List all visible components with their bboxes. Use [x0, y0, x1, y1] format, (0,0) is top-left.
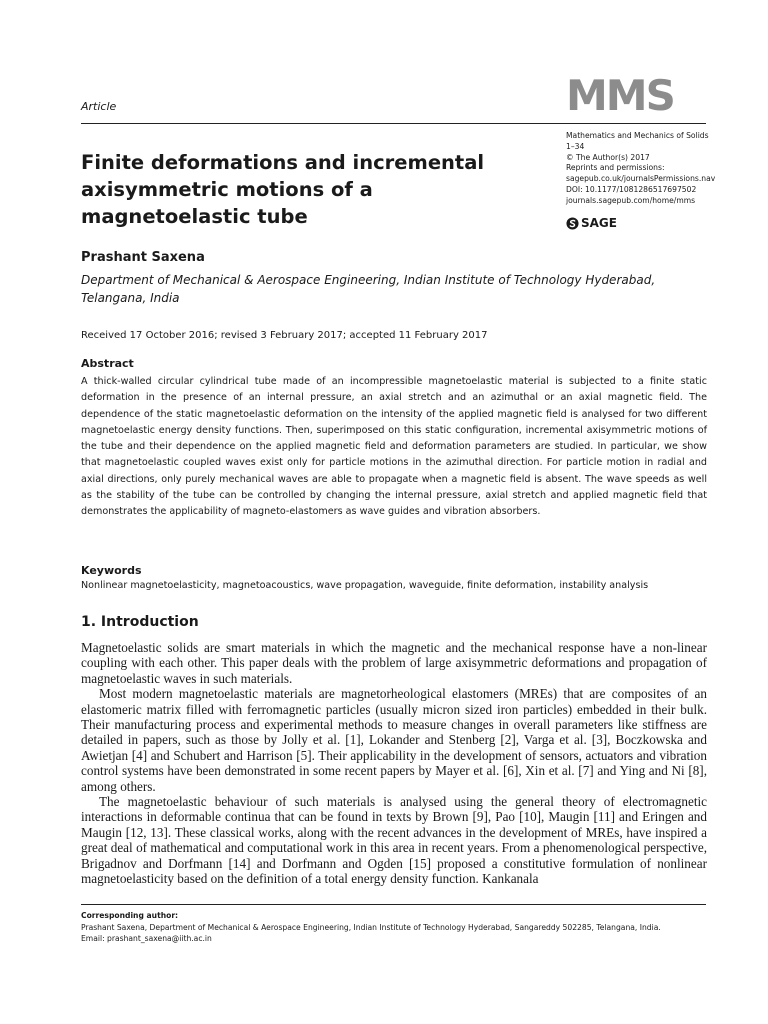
journal-logo	[566, 72, 692, 114]
reprints-label: Reprints and permissions:	[566, 163, 665, 173]
intro-paragraph: Magnetoelastic solids are smart materials in which the magnetic and the mechanical response have a non-linear coupling with each other. This paper deals with the problem of large axisymmetric deformations and propagation of magnetoelastic waves in such materials.	[81, 640, 707, 686]
abstract-text: A thick-walled circular cylindrical tube made of an incompressible magnetoelastic material is subjected to a finite static deformation in the presence of an internal pressure, an axial stretch and an azimuthal or an axial magnetic field. The dependence of the static magnetoelastic deformation on the intensity of the applied magnetic field is analysed for two different magnetoelastic energy density functions. Then, superimposed on this static configuration, incremental axisymmetric motions of the tube and their dependence on the applied magnetic field and deformation parameters are studied. In particular, we show that magnetoelastic coupled waves exist only for particle motions in the azimuthal direction. For particle motion in radial and axial directions, only purely mechanical waves are able to propagate when a magnetic field is absent. The wave speeds as well as the stability of the tube can be controlled by changing the internal pressure, axial stretch and applied magnetic field that demonstrates the applicability of magneto-elastomers as wave guides and vibration absorbers.	[81, 376, 707, 518]
article-type-label: Article	[81, 100, 117, 113]
journal-name: Mathematics and Mechanics of Solids	[566, 131, 709, 140]
submission-dates: Received 17 October 2016; revised 3 February 2017; accepted 11 February 2017	[81, 330, 488, 341]
author-name: Prashant Saxena	[81, 250, 205, 265]
footnote-email[interactable]: Email: prashant_saxena@iith.ac.in	[81, 934, 212, 943]
publisher-name: SAGE	[581, 216, 617, 230]
copyright: © The Author(s) 2017	[566, 152, 650, 162]
footnote-heading: Corresponding author:	[81, 911, 179, 920]
introduction-body	[81, 640, 707, 887]
corresponding-author-footnote	[81, 910, 721, 945]
intro-paragraph: The magnetoelastic behaviour of such materials is analysed using the general theory of electromagnetic interactions in deformable continua that can be found in texts by Brown [9], Pao [10], Maugin [11] and Eringen and Maugin [12, 13]. These classical works, along with the recent advances in the development of MREs, have inspired a great deal of mathematical and computational work in this area in recent years. From a phenomenological perspective, Brigadnov and Dorfmann [14] and Dorfmann and Ogden [15] proposed a constitutive formulation of nonlinear magnetoelasticity based on the definition of a total energy density function. Kankanala	[81, 794, 707, 887]
page-range: 1–34	[566, 141, 585, 151]
publisher-logo	[566, 216, 617, 230]
doi[interactable]: DOI: 10.1177/1081286517697502	[566, 184, 697, 194]
keywords-text: Nonlinear magnetoelasticity, magnetoacoustics, wave propagation, waveguide, finite deformation, instability analysis	[81, 580, 649, 591]
journal-url[interactable]: journals.sagepub.com/home/mms	[566, 195, 696, 205]
author-affiliation: Department of Mechanical & Aerospace Engineering, Indian Institute of Technology Hyderabad, Telangana, India	[81, 273, 656, 305]
footnote-divider	[81, 904, 706, 905]
footnote-address: Prashant Saxena, Department of Mechanical & Aerospace Engineering, Indian Institute of Technology Hyderabad, Sangareddy 502285, Telangana, India.	[81, 922, 661, 932]
article-title: Finite deformations and incremental axisymmetric motions of a magnetoelastic tube	[81, 151, 485, 228]
header-divider	[81, 123, 706, 124]
abstract-heading: Abstract	[81, 357, 134, 370]
intro-paragraph: Most modern magnetoelastic materials are magnetorheological elastomers (MREs) that are composites of an elastomeric matrix filled with ferromagnetic particles (usually micron sized iron particles) embedded in their bulk. Their manufacturing process and experimental methods to measure changes in overall parameters like stiffness are detailed in papers, such as those by Jolly et al. [1], Lokander and Stenberg [2], Varga et al. [3], Boczkowska and Awietjan [4] and Schubert and Harrison [5]. Their applicability in the development of sensors, actuators and vibration control systems have been demonstrated in some recent papers by Mayer et al. [6], Xin et al. [7] and Ying and Ni [8], among others.	[81, 686, 707, 794]
journal-logo-text: MMS	[566, 72, 674, 114]
journal-info	[566, 131, 716, 207]
permissions-link[interactable]: sagepub.co.uk/journalsPermissions.nav	[566, 174, 716, 184]
sage-s-icon	[566, 217, 579, 230]
keywords-heading: Keywords	[81, 564, 142, 577]
section-heading-introduction: 1. Introduction	[81, 614, 199, 630]
